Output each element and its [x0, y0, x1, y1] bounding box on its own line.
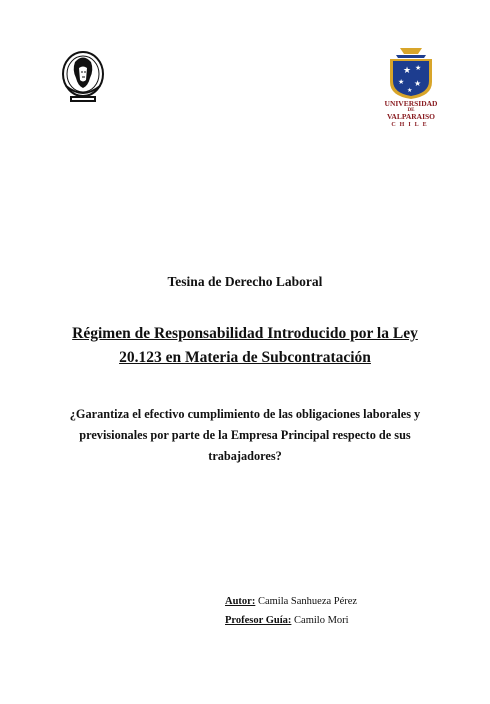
svg-text:★: ★: [398, 78, 405, 86]
seal-line-4: CHILE: [391, 122, 431, 128]
author-label: Autor:: [225, 596, 256, 607]
title-line-1: Régimen de Responsabilidad Introducido por la Ley: [72, 325, 418, 342]
question-line-3: trabajadores?: [208, 449, 282, 463]
seal-line-3: VALPARAISO: [386, 112, 436, 121]
svg-text:★: ★: [415, 64, 422, 72]
document-title: [40, 322, 450, 370]
university-crest-logo: [378, 46, 444, 132]
question-line-2: previsionales por parte de la Empresa Principal respecto de sus: [79, 428, 411, 442]
credits-block: [225, 592, 357, 630]
svg-text:★: ★: [414, 79, 422, 88]
research-question: [45, 404, 445, 467]
seal-line-1: UNIVERSIDAD: [384, 99, 438, 108]
advisor-name: Camilo Mori: [294, 615, 349, 626]
author-line: [225, 592, 357, 611]
university-crest-icon: [378, 46, 444, 100]
svg-text:★: ★: [407, 87, 413, 94]
seal-line-2: DE: [407, 108, 415, 113]
advisor-line: [225, 611, 357, 630]
title-line-2: 20.123 en Materia de Subcontratación: [119, 349, 371, 366]
advisor-label: Profesor Guía:: [225, 615, 292, 626]
document-subject: Tesina de Derecho Laboral: [167, 274, 323, 289]
svg-text:★: ★: [403, 66, 412, 76]
question-line-1: ¿Garantiza el efectivo cumplimiento de las obligaciones laborales y: [69, 407, 421, 421]
author-name: Camila Sanhueza Pérez: [257, 596, 358, 607]
faculty-profile-seal-icon: [58, 50, 108, 106]
